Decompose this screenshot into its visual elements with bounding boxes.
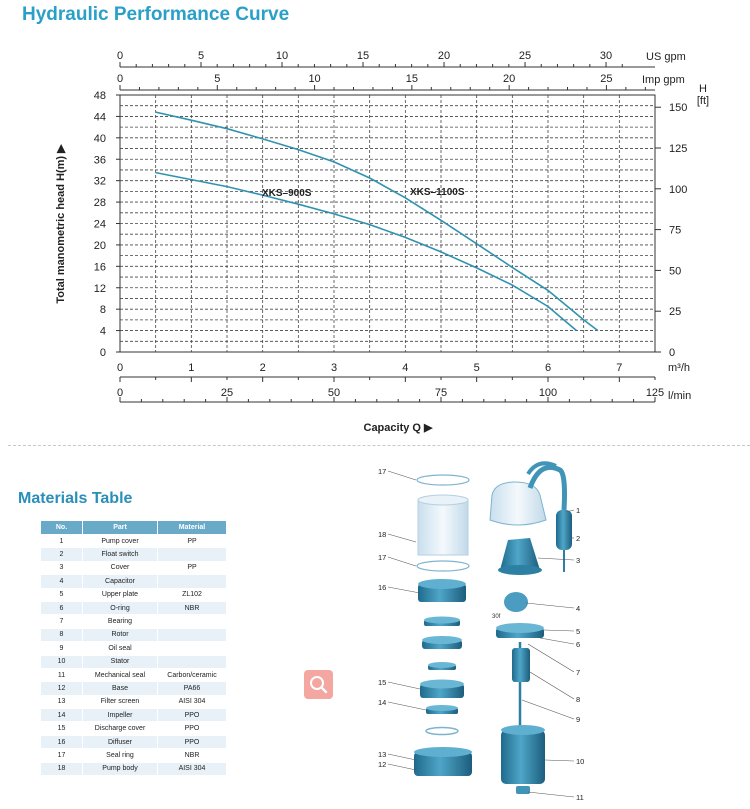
callout-line xyxy=(388,557,416,566)
row-material xyxy=(158,548,227,561)
y-tick-label: 20 xyxy=(93,239,106,252)
discharge-cover-part xyxy=(420,680,464,699)
callout-line xyxy=(388,702,426,710)
row-part: Filter screen xyxy=(83,695,158,708)
base-part xyxy=(414,747,472,776)
col-header-no: No. xyxy=(41,521,83,535)
row-part: Stator xyxy=(83,655,158,668)
callout-label: 18 xyxy=(378,530,387,539)
lmin-label: 125 xyxy=(645,387,665,399)
y-tick-label: 16 xyxy=(93,261,106,274)
callout-label: 8 xyxy=(576,695,581,704)
row-part: Oil seal xyxy=(83,642,158,655)
row-material xyxy=(158,615,227,628)
row-material: Carbon/ceramic xyxy=(158,668,227,681)
row-material xyxy=(158,642,227,655)
callout-label: 12 xyxy=(378,760,387,769)
row-part: Bearing xyxy=(83,615,158,628)
table-row xyxy=(41,655,227,668)
diffuser-part xyxy=(418,579,466,602)
table-row xyxy=(41,535,227,548)
callout-line xyxy=(522,700,574,719)
callout-label: 17 xyxy=(378,553,387,562)
right-tick-label: 125 xyxy=(669,143,688,156)
float-switch-part xyxy=(556,510,572,572)
row-no: 3 xyxy=(41,561,83,574)
callout-label: 15 xyxy=(378,678,387,687)
callout-label: 9 xyxy=(576,715,581,724)
y-axis-title: Total manometric head H(m) ▶ xyxy=(55,144,67,304)
table-row xyxy=(41,668,227,681)
us-gpm-unit: US gpm xyxy=(646,51,686,63)
callout-label: 7 xyxy=(576,668,581,677)
imp-gpm-label: 25 xyxy=(600,73,613,85)
m3h-label: 0 xyxy=(116,362,124,374)
right-axis-unit: [ft] xyxy=(696,95,710,107)
materials-title: Materials Table xyxy=(18,490,133,507)
row-no: 1 xyxy=(41,535,83,548)
row-part: Capacitor xyxy=(83,575,158,588)
lmin-label: 50 xyxy=(327,387,341,399)
row-part: Impeller xyxy=(83,709,158,722)
callout-label: 10 xyxy=(576,757,585,766)
y-tick-label: 12 xyxy=(93,282,106,295)
seal-ring-top xyxy=(417,475,469,485)
y-tick-label: 0 xyxy=(99,347,106,359)
table-row xyxy=(41,561,227,574)
row-part: Diffuser xyxy=(83,735,158,748)
row-material: NBR xyxy=(158,601,227,614)
right-tick-label: 50 xyxy=(669,265,682,278)
col-header-part: Part xyxy=(83,521,158,535)
callout-label: 5 xyxy=(576,627,581,636)
us-gpm-label: 30 xyxy=(599,50,613,62)
series-line-1 xyxy=(156,173,577,331)
y-tick-label: 24 xyxy=(93,218,106,231)
callout-line xyxy=(388,587,420,593)
materials-body xyxy=(41,535,227,776)
seal-part xyxy=(426,728,458,735)
pump-cover-part xyxy=(490,463,565,525)
y-tick-label: 8 xyxy=(99,304,106,317)
row-no: 2 xyxy=(41,548,83,561)
m3h-label: 3 xyxy=(330,362,338,374)
row-no: 6 xyxy=(41,601,83,614)
m3h-label: 7 xyxy=(616,362,623,374)
section-divider xyxy=(8,445,750,446)
row-no: 16 xyxy=(41,735,83,748)
callout-label: 11 xyxy=(576,793,584,802)
table-row xyxy=(41,735,227,748)
row-material: PPO xyxy=(158,735,227,748)
us-gpm-label: 10 xyxy=(275,50,289,62)
series-label-1: XKS–900S xyxy=(262,188,312,199)
y-tick-label: 44 xyxy=(93,111,106,124)
imp-gpm-label: 5 xyxy=(214,73,221,85)
row-material: NBR xyxy=(158,749,227,762)
imp-gpm-label: 0 xyxy=(116,73,124,85)
y-tick-label: 4 xyxy=(99,325,106,338)
imp-gpm-unit: Imp gpm xyxy=(642,74,685,86)
row-material xyxy=(158,575,227,588)
callout-line xyxy=(544,630,574,631)
magnifier-icon xyxy=(304,670,333,699)
table-row xyxy=(41,722,227,735)
callout-line xyxy=(388,754,416,760)
table-row xyxy=(41,749,227,762)
imp-gpm-label: 15 xyxy=(405,73,418,85)
callout-label: 17 xyxy=(378,467,387,476)
callout-label: 3 xyxy=(576,556,581,565)
table-row xyxy=(41,709,227,722)
callout-line xyxy=(538,558,574,560)
impeller-part-3 xyxy=(426,705,458,714)
callout-line xyxy=(388,534,416,542)
callout-line xyxy=(526,603,574,608)
table-row xyxy=(41,588,227,601)
callout-line xyxy=(530,672,574,699)
m3h-label: 4 xyxy=(402,362,409,374)
right-axis-title: H xyxy=(699,83,707,95)
callout-label: 13 xyxy=(378,750,387,759)
y-tick-label: 32 xyxy=(93,175,106,188)
y-tick-label: 36 xyxy=(93,154,106,167)
us-gpm-label: 20 xyxy=(437,50,451,62)
row-no: 17 xyxy=(41,749,83,762)
row-no: 12 xyxy=(41,682,83,695)
row-no: 8 xyxy=(41,628,83,641)
row-no: 11 xyxy=(41,668,83,681)
rotor-part xyxy=(512,648,530,682)
row-no: 9 xyxy=(41,642,83,655)
mechanical-seal-part xyxy=(516,786,530,794)
table-row xyxy=(41,762,227,775)
table-row xyxy=(41,695,227,708)
right-tick-label: 75 xyxy=(669,224,682,237)
capacitor-label: 30f xyxy=(492,614,501,620)
materials-table xyxy=(40,520,227,776)
impeller-part-2 xyxy=(428,662,456,670)
row-material: PP xyxy=(158,535,227,548)
table-row xyxy=(41,575,227,588)
row-part: Rotor xyxy=(83,628,158,641)
row-part: Mechanical seal xyxy=(83,668,158,681)
pump-exploded-diagram xyxy=(370,460,600,809)
row-material xyxy=(158,655,227,668)
row-part: O-ring xyxy=(83,601,158,614)
row-no: 5 xyxy=(41,588,83,601)
lmin-label: 0 xyxy=(116,387,124,399)
row-part: Cover xyxy=(83,561,158,574)
cover-part xyxy=(498,538,542,575)
right-tick-label: 25 xyxy=(669,306,682,319)
callout-label: 16 xyxy=(378,583,387,592)
callout-label: 4 xyxy=(576,604,581,613)
impeller-part-1 xyxy=(424,617,460,627)
row-no: 4 xyxy=(41,575,83,588)
table-row xyxy=(41,628,227,641)
row-no: 13 xyxy=(41,695,83,708)
us-gpm-label: 0 xyxy=(116,50,124,62)
callout-labels xyxy=(378,467,584,802)
capacitor-part xyxy=(492,592,528,620)
lmin-label: 75 xyxy=(434,387,448,399)
y-tick-label: 40 xyxy=(93,132,106,145)
row-material: AISI 304 xyxy=(158,762,227,775)
right-tick-label: 0 xyxy=(669,347,676,359)
row-part: Seal ring xyxy=(83,749,158,762)
row-part: Pump cover xyxy=(83,535,158,548)
row-material: PPO xyxy=(158,722,227,735)
stator-part xyxy=(501,725,545,784)
m3h-label: 5 xyxy=(473,362,480,374)
table-row xyxy=(41,642,227,655)
table-row xyxy=(41,682,227,695)
m3h-label: 1 xyxy=(188,362,195,374)
right-tick-label: 100 xyxy=(669,183,688,196)
callout-line xyxy=(388,682,420,689)
col-header-material: Material xyxy=(158,521,227,535)
series-line-2 xyxy=(156,112,598,331)
m3h-label: 2 xyxy=(259,362,266,374)
callout-label: 6 xyxy=(576,640,581,649)
y-tick-label: 28 xyxy=(93,197,106,210)
row-no: 14 xyxy=(41,709,83,722)
page-title: Hydraulic Performance Curve xyxy=(22,4,290,25)
seal-ring-lower xyxy=(417,561,469,571)
us-gpm-label: 15 xyxy=(356,50,370,62)
table-row xyxy=(41,615,227,628)
upper-plate-part xyxy=(496,623,544,638)
row-no: 15 xyxy=(41,722,83,735)
table-row xyxy=(41,548,227,561)
row-material: PA66 xyxy=(158,682,227,695)
callout-line xyxy=(545,760,574,761)
callout-line xyxy=(388,764,416,770)
chart-series xyxy=(156,112,598,331)
row-material: PPO xyxy=(158,709,227,722)
row-no: 7 xyxy=(41,615,83,628)
series-label-2: XKS–1100S xyxy=(410,187,465,198)
row-material: PP xyxy=(158,561,227,574)
lmin-label: 25 xyxy=(220,387,234,399)
callout-line xyxy=(528,644,574,672)
lmin-unit: l/min xyxy=(668,390,692,402)
callout-label: 1 xyxy=(576,506,581,515)
chart-labels xyxy=(55,50,709,434)
row-no: 18 xyxy=(41,762,83,775)
us-gpm-label: 5 xyxy=(197,50,205,62)
row-part: Base xyxy=(83,682,158,695)
m3h-unit: m³/h xyxy=(668,362,690,374)
x-axis-title: Capacity Q ▶ xyxy=(363,422,433,434)
m3h-label: 6 xyxy=(544,362,552,374)
row-material: AISI 304 xyxy=(158,695,227,708)
callout-line xyxy=(388,471,416,480)
imp-gpm-label: 10 xyxy=(308,73,321,85)
row-part: Pump body xyxy=(83,762,158,775)
row-part: Discharge cover xyxy=(83,722,158,735)
callout-line xyxy=(528,792,574,797)
us-gpm-label: 25 xyxy=(518,50,532,62)
callout-label: 2 xyxy=(576,534,581,543)
table-row xyxy=(41,601,227,614)
row-no: 10 xyxy=(41,655,83,668)
filter-screen xyxy=(418,500,468,555)
zoom-button[interactable] xyxy=(304,670,333,699)
callout-label: 14 xyxy=(378,698,387,707)
row-part: Float switch xyxy=(83,548,158,561)
imp-gpm-label: 20 xyxy=(503,73,516,85)
row-part: Upper plate xyxy=(83,588,158,601)
right-tick-label: 150 xyxy=(669,102,688,115)
diffuser-plate xyxy=(422,636,462,649)
y-tick-label: 48 xyxy=(93,90,106,102)
lmin-label: 100 xyxy=(538,387,558,399)
row-material: ZL102 xyxy=(158,588,227,601)
callout-line xyxy=(540,638,574,644)
row-material xyxy=(158,628,227,641)
